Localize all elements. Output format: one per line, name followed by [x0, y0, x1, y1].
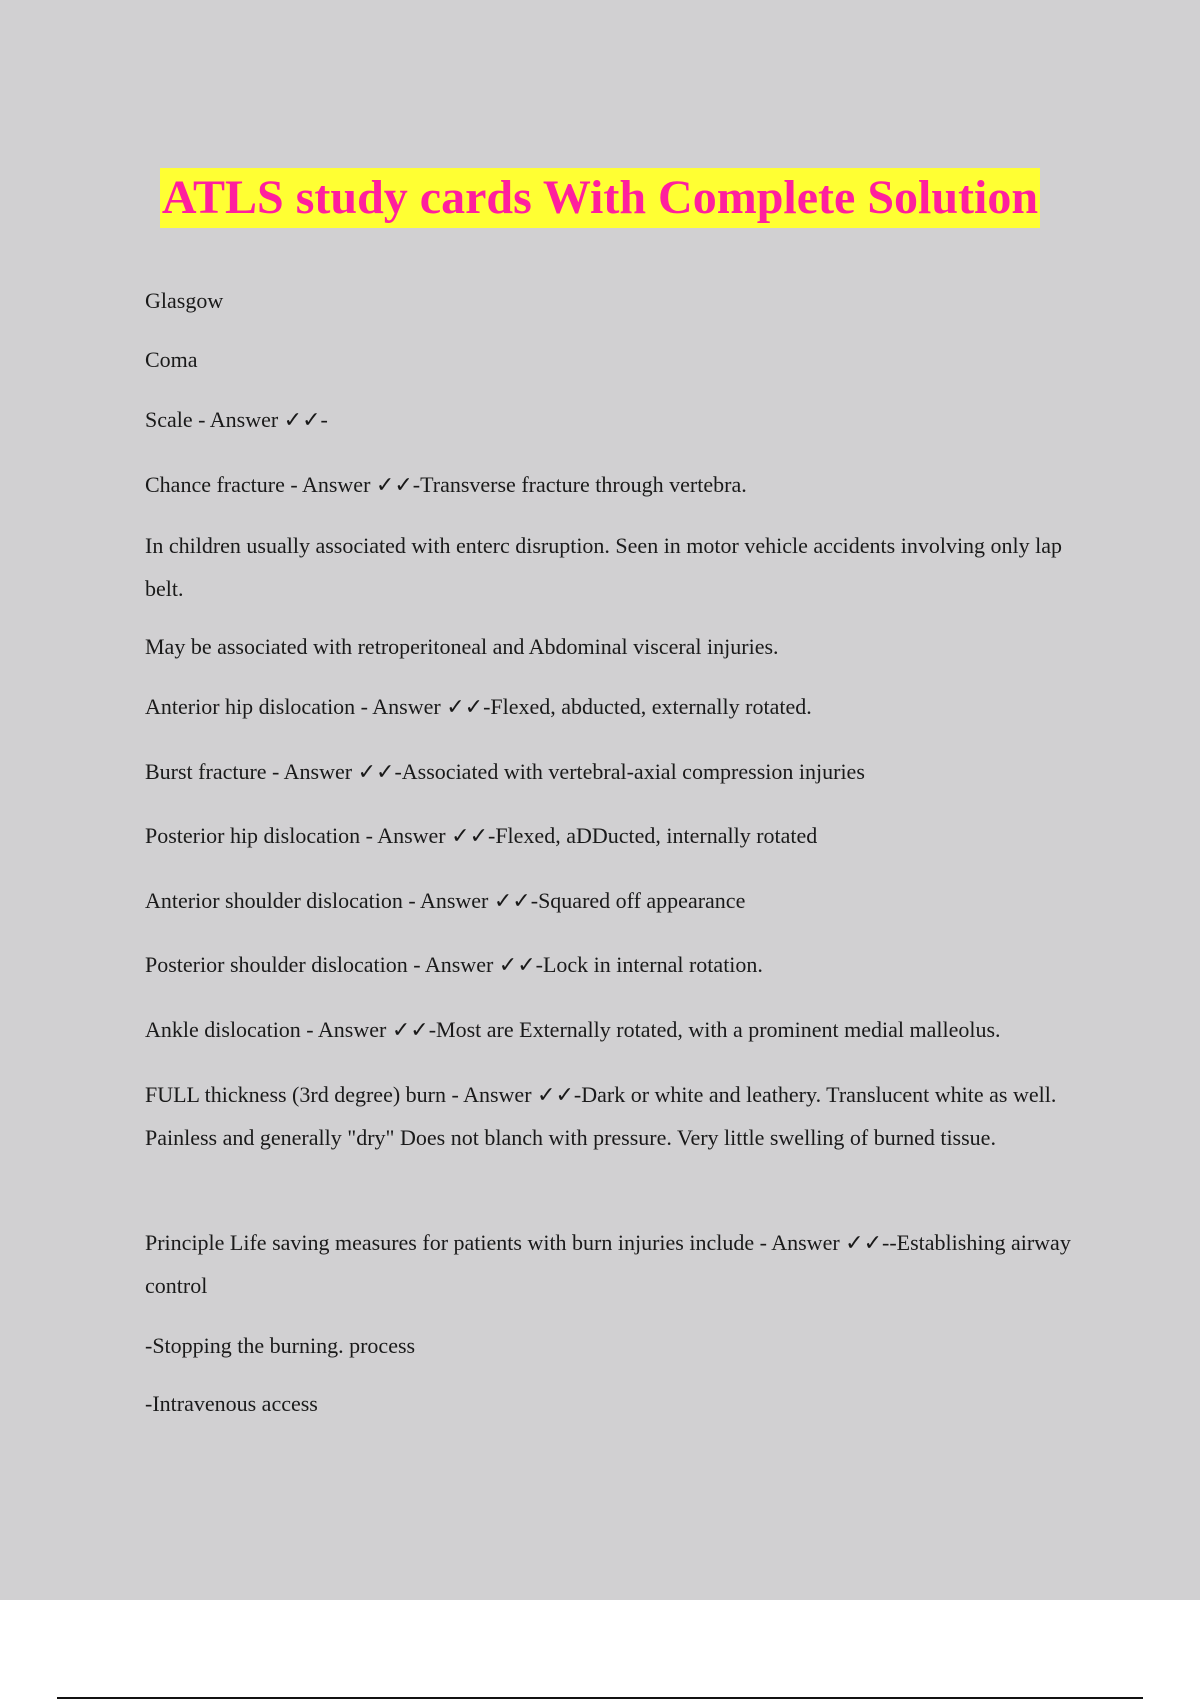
- text-line-burst-fracture: Burst fracture - Answer ✓✓-Associated with vertebral-axial compression injuries: [145, 759, 865, 784]
- document-title: ATLS study cards With Complete Solution: [160, 168, 1040, 228]
- text-line-chance-fracture: Chance fracture - Answer ✓✓-Transverse fracture through vertebra.: [145, 472, 747, 497]
- text-line-intravenous-access: -Intravenous access: [145, 1391, 318, 1416]
- text-line-stopping-burning: -Stopping the burning. process: [145, 1333, 416, 1358]
- text-line-coma: Coma: [145, 347, 198, 372]
- text-line-posterior-shoulder: Posterior shoulder dislocation - Answer ✓✓-Lock in internal rotation.: [145, 952, 763, 977]
- title-container: [0, 168, 1200, 228]
- text-paragraph-children: In children usually associated with enterc disruption. Seen in motor vehicle accidents involving only lap belt.: [145, 533, 1063, 601]
- text-line-anterior-hip: Anterior hip dislocation - Answer ✓✓-Flexed, abducted, externally rotated.: [145, 694, 812, 719]
- text-line-retroperitoneal: May be associated with retroperitoneal and Abdominal visceral injuries.: [145, 634, 779, 659]
- text-line-anterior-shoulder: Anterior shoulder dislocation - Answer ✓✓-Squared off appearance: [145, 888, 746, 913]
- text-line-glasgow: Glasgow: [145, 288, 224, 313]
- text-line-posterior-hip: Posterior hip dislocation - Answer ✓✓-Flexed, aDDucted, internally rotated: [145, 823, 818, 848]
- footer-divider: [57, 1697, 1143, 1699]
- text-line-ankle-dislocation: Ankle dislocation - Answer ✓✓-Most are Externally rotated, with a prominent medial malleolus.: [145, 1017, 1001, 1042]
- text-line-scale: Scale - Answer ✓✓-: [145, 407, 328, 432]
- text-paragraph-life-saving-measures: Principle Life saving measures for patients with burn injuries include - Answer ✓✓--Establishing airway control: [145, 1230, 1071, 1298]
- text-paragraph-full-thickness-burn: FULL thickness (3rd degree) burn - Answer ✓✓-Dark or white and leathery. Translucent white as well. Painless and generally "dry" Does not blanch with pressure. Very little swelling of burned tissue.: [145, 1082, 1057, 1150]
